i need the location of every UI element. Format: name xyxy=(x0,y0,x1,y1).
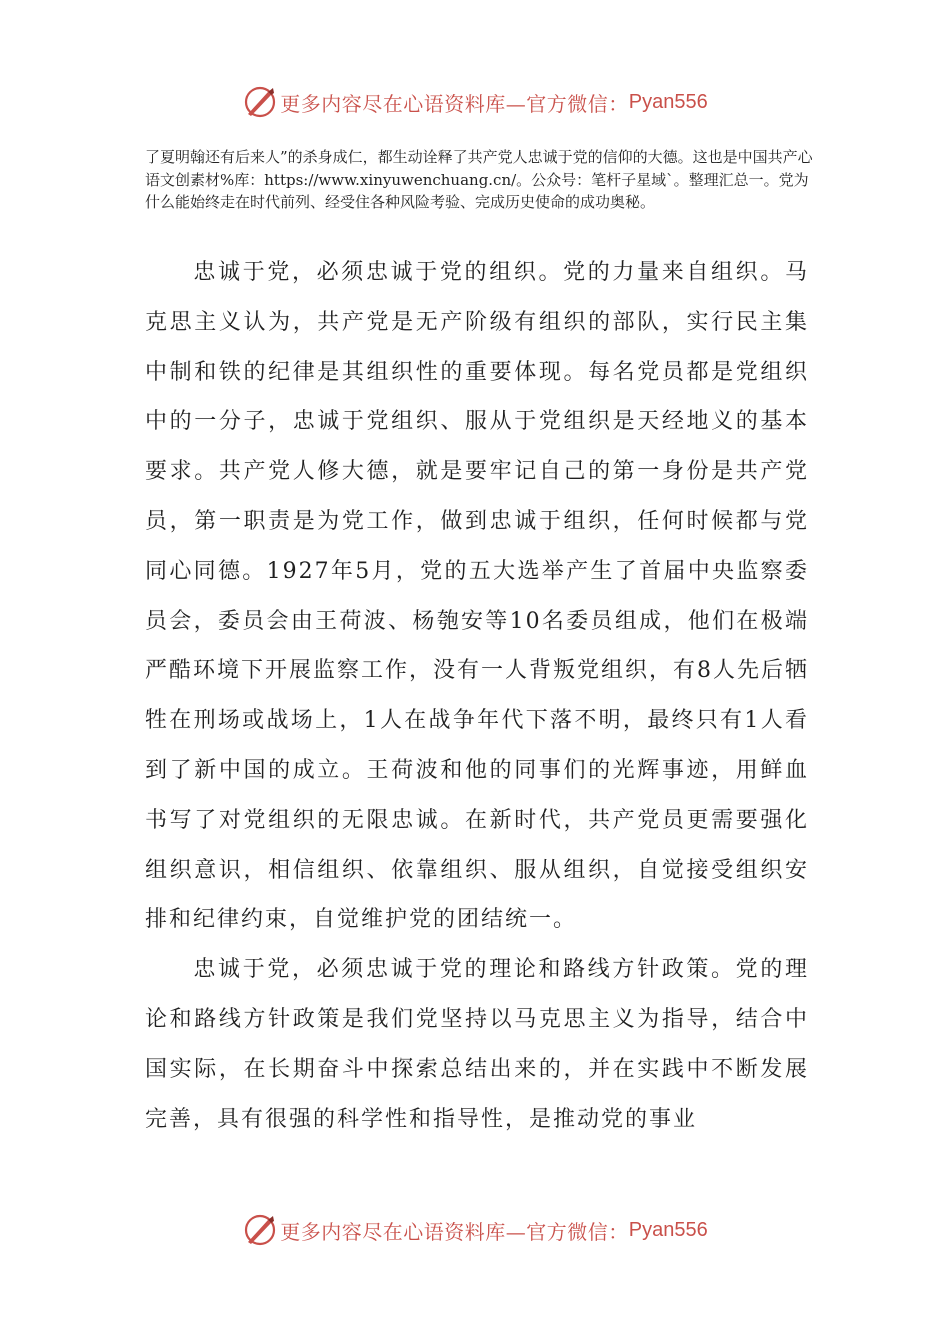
pen-circle-icon xyxy=(242,1212,278,1248)
notice-paragraph: 了夏明翰还有后来人”的杀身成仁，都生动诠释了共产党人忠诚于党的信仰的大德。这也是中国共产心语文创素材%库：https://www.xinyuwenchuang.cn/。公众号：笔杆子星域`。整理汇总一。党为什么能始终走在时代前列、经受住各种风险考验、完成历史使命的成功奥秘。 xyxy=(145,148,813,211)
notice-block xyxy=(145,146,815,214)
pen-circle-icon xyxy=(242,84,278,120)
banner-wechat-id: Pyan556 xyxy=(628,1218,708,1241)
banner-text: 更多内容尽在心语资料库—官方微信： xyxy=(280,1219,629,1244)
banner-wechat-id: Pyan556 xyxy=(628,90,708,113)
article-body xyxy=(145,248,809,1144)
paragraph-theory: 忠诚于党，必须忠诚于党的理论和路线方针政策。党的理论和路线方针政策是我们党坚持以马克思主义为指导，结合中国实际，在长期奋斗中探索总结出来的，并在实践中不断发展完善，具有很强的科学性和指导性，是推动党的事业 xyxy=(145,957,809,1132)
header-banner xyxy=(0,82,950,122)
banner-text: 更多内容尽在心语资料库—官方微信： xyxy=(280,91,629,116)
paragraph-organization: 忠诚于党，必须忠诚于党的组织。党的力量来自组织。马克思主义认为，共产党是无产阶级有组织的部队，实行民主集中制和铁的纪律是其组织性的重要体现。每名党员都是党组织中的一分子，忠诚于党组织、服从于党组织是天经地义的基本要求。共产党人修大德，就是要牢记自己的第一身份是共产党员，第一职责是为党工作，做到忠诚于组织，任何时候都与党同心同德。1927年5月，党的五大选举产生了首届中央监察委员会，委员会由王荷波、杨匏安等10名委员组成，他们在极端严酷环境下开展监察工作，没有一人背叛党组织，有8人先后牺牲在刑场或战场上，1人在战争年代下落不明，最终只有1人看到了新中国的成立。王荷波和他的同事们的光辉事迹，用鲜血书写了对党组织的无限忠诚。在新时代，共产党员更需要强化组织意识，相信组织、依靠组织、服从组织，自觉接受组织安排和纪律约束，自觉维护党的团结统一。 xyxy=(145,260,809,933)
footer-banner xyxy=(0,1210,950,1250)
